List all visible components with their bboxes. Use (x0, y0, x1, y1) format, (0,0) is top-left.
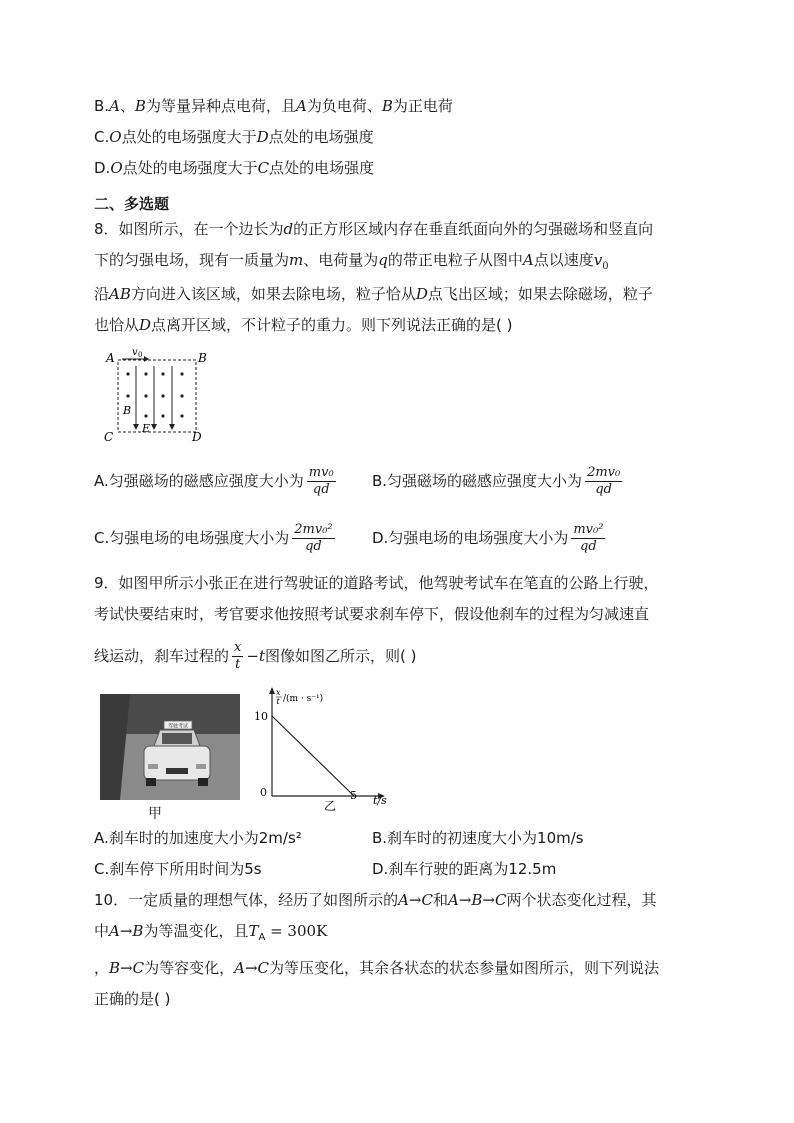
q8-option-d: D.匀强电场的电场强度大小为 $\frac{\text{mv₀²}}{qd}$ (372, 522, 604, 554)
photo-label: 甲 (148, 806, 162, 822)
origin-label: 0 (260, 786, 267, 799)
q9-option-a: A.刹车时的加速度大小为2m/s² (94, 829, 302, 847)
q8-option-b: B.匀强磁场的磁感应强度大小为 $\frac{\text{2mv₀}}{qd}$ (372, 465, 621, 497)
q7-option-d: D.O点处的电场强度大于C点处的电场强度 (94, 159, 375, 177)
q9-option-d: D.刹车行驶的距离为12.5m (372, 860, 557, 878)
label-d: D (192, 430, 202, 444)
q8-line-1: 8．如图所示，在一个边长为d的正方形区域内存在垂直纸面向外的匀强磁场和竖直向 (94, 220, 654, 238)
label-b: B (198, 351, 207, 365)
y-frac-num: x (276, 688, 281, 697)
tick-label-x5: 5 (350, 789, 357, 802)
x-axis-label: t/s (373, 794, 387, 807)
car-roof-sign: 驾驶考试 (167, 723, 189, 730)
data-line (272, 716, 354, 796)
q8-option-c: C.匀强电场的电场强度大小为 $\frac{\text{2mv₀²}}{qd}$ (94, 522, 333, 554)
q9-option-b: B.刹车时的初速度大小为10m/s (372, 829, 584, 847)
q8-line-2: 下的匀强电场，现有一质量为m、电荷量为q的带正电粒子从图中A点以速度$v_0$ (94, 251, 609, 272)
q9-option-c: C.刹车停下所用时间为5s (94, 860, 262, 878)
section-title: 二、多选题 (94, 195, 170, 213)
q10-line-2: 中A→B为等温变化，且$T_A = 300K$ (94, 922, 328, 943)
label-field-b: B (123, 404, 132, 417)
q7-option-b: B.A、B为等量异种点电荷，且A为负电荷、B为正电荷 (94, 97, 453, 115)
q10-line-4: 正确的是( ) (94, 990, 171, 1008)
velocity-arrowhead (144, 356, 149, 362)
q7-option-c: C.O点处的电场强度大于D点处的电场强度 (94, 128, 374, 146)
q9-line-3: 线运动，刹车过程的 $\frac{x}{t}$ −t图像如图乙所示，则( ) (94, 640, 417, 672)
label-v0-sub: 0 (138, 351, 143, 359)
q8-line-4: 也恰从D点离开区域，不计粒子的重力。则下列说法正确的是( ) (94, 316, 513, 334)
label-c: C (104, 430, 114, 444)
q8-option-a: A.匀强磁场的磁感应强度大小为 $\frac{\text{mv₀}}{qd}$ (94, 465, 334, 497)
label-field-e: E (142, 422, 151, 435)
tick-label-y10: 10 (254, 710, 268, 723)
magnetic-dots (126, 372, 183, 417)
q8-field-diagram (100, 346, 220, 446)
graph-label: 乙 (324, 799, 337, 813)
label-a: A (106, 351, 115, 365)
q9-line-2: 考试快要结束时，考官要求他按照考试要求刹车停下，假设他刹车的过程为匀减速直 (94, 605, 650, 623)
q10-line-3: ，B→C为等容变化，A→C为等压变化，其余各状态的状态参量如图所示，则下列说法 (94, 959, 660, 977)
label-v0: v (132, 347, 138, 358)
q9-line-1: 9．如图甲所示小张正在进行驾驶证的道路考试，他驾驶考试车在笔直的公路上行驶， (94, 574, 659, 592)
y-frac-den: t (276, 697, 280, 706)
square-region (118, 360, 196, 432)
y-axis-unit: /(m · s⁻¹) (283, 694, 324, 704)
xt-t-graph (250, 686, 400, 816)
q10-line-1: 10．一定质量的理想气体，经历了如图所示的A→C和A→B→C两个状态变化过程，其 (94, 891, 657, 909)
q8-line-3: 沿AB方向进入该区域，如果去除电场，粒子恰从D点飞出区域；如果去除磁场，粒子 (94, 285, 653, 303)
car-exam-photo (100, 694, 240, 800)
